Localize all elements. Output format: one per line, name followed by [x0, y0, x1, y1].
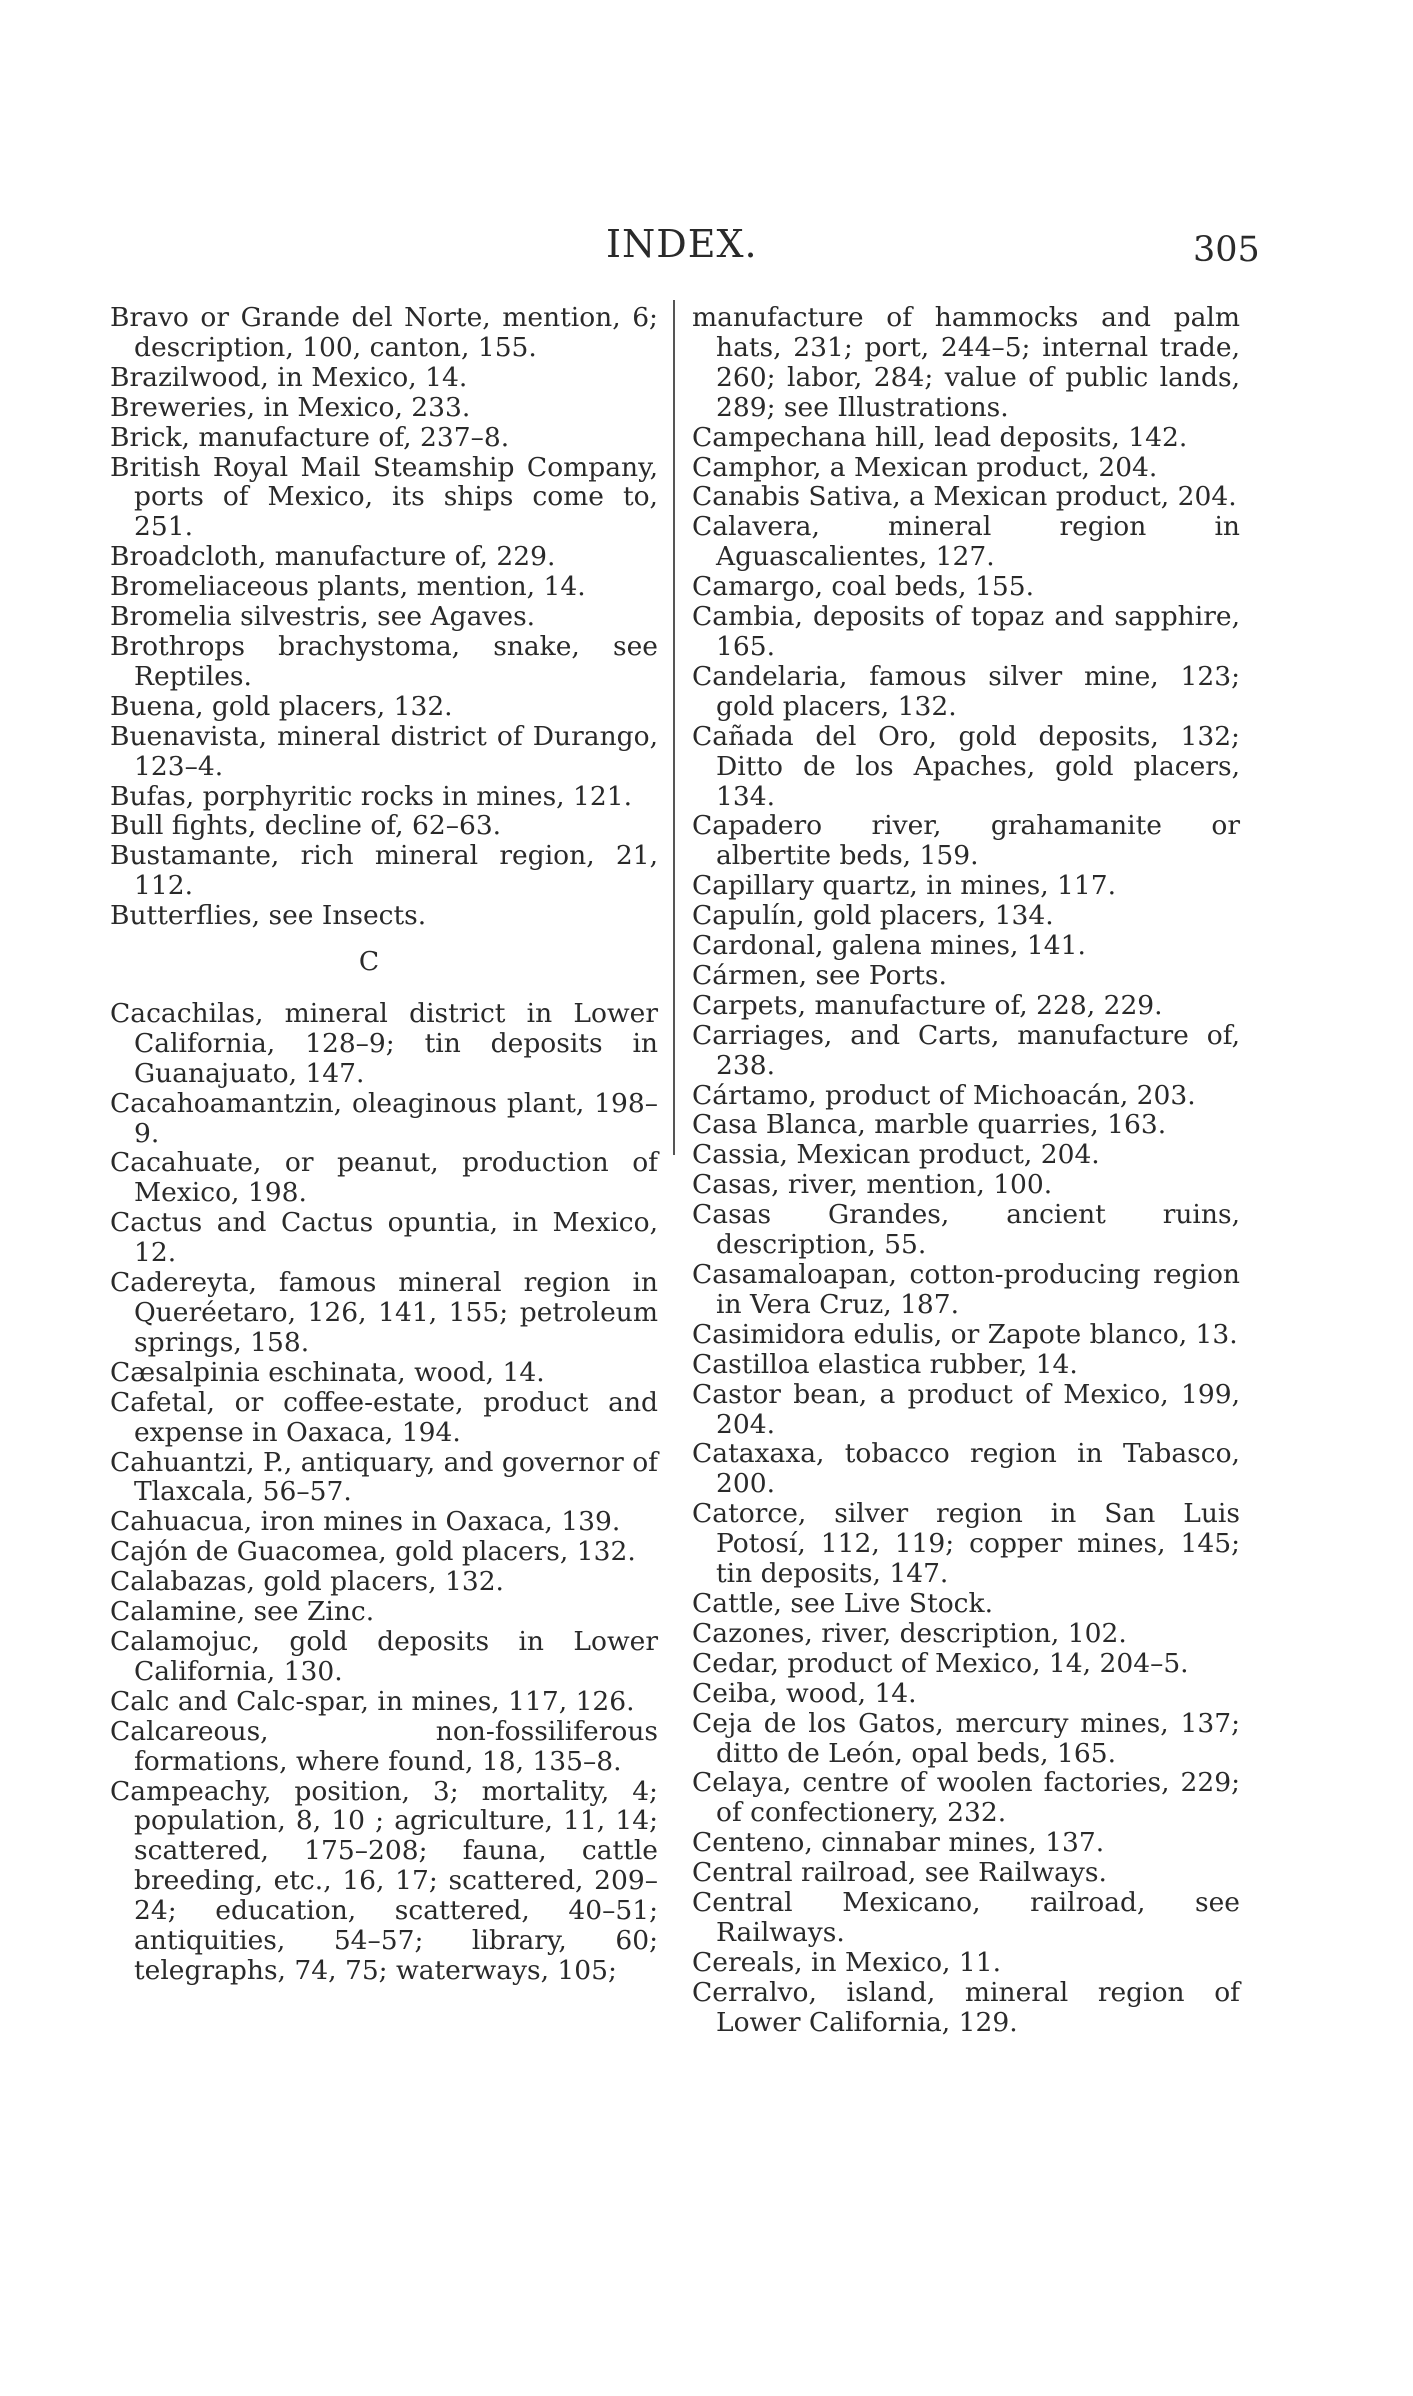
index-entry: Bromelia silvestris, see Agaves.: [110, 601, 536, 633]
index-entry: Carriages, and Carts, manufacture of, 238.: [692, 1019, 1240, 1081]
index-entry: Cármen, see Ports.: [692, 959, 947, 991]
index-entry: Brick, manufacture of, 237–8.: [110, 421, 510, 453]
index-entry: Casamaloapan, cotton-producing region in Vera Cruz, 187.: [692, 1259, 1240, 1320]
index-entry: Ceja de los Gatos, mercury mines, 137; ditto de León, opal beds, 165.: [692, 1707, 1240, 1769]
index-entry: Ceiba, wood, 14.: [692, 1677, 917, 1709]
index-entry: Castor bean, a product of Mexico, 199, 204.: [692, 1378, 1240, 1440]
index-entry: Cártamo, product of Michoacán, 203.: [692, 1079, 1196, 1111]
index-entry: Candelaria, famous silver mine, 123; gold placers, 132.: [692, 660, 1240, 722]
index-entry: Casas, river, mention, 100.: [692, 1169, 1053, 1201]
index-entry: Cahuacua, iron mines in Oaxaca, 139.: [110, 1506, 621, 1538]
index-entry: Canabis Sativa, a Mexican product, 204.: [692, 481, 1237, 513]
index-entry: Calabazas, gold placers, 132.: [110, 1566, 504, 1598]
index-entry: Cardonal, galena mines, 141.: [692, 930, 1086, 962]
index-entry: Buena, gold placers, 132.: [110, 690, 453, 722]
index-entry: Butterflies, see Insects.: [110, 900, 427, 932]
index-entry: Cacahoamantzin, oleaginous plant, 198–9.: [110, 1087, 658, 1149]
index-entry: Calcareous, non-fossiliferous formations, where found, 18, 135–8.: [110, 1715, 658, 1777]
index-entry: Bustamante, rich mineral region, 21, 112.: [110, 840, 658, 902]
column-divider: [673, 300, 675, 1155]
index-entry: Bravo or Grande del Norte, mention, 6; description, 100, canton, 155.: [110, 302, 658, 363]
index-entry: Centeno, cinnabar mines, 137.: [692, 1827, 1105, 1859]
section-letter: C: [358, 946, 380, 978]
index-entry: Casimidora edulis, or Zapote blanco, 13.: [692, 1318, 1238, 1350]
index-entry: Cahuantzi, P., antiquary, and governor of Tlaxcala, 56–57.: [110, 1446, 658, 1508]
index-entry: Cassia, Mexican product, 204.: [692, 1139, 1100, 1171]
index-entry: Calc and Calc-spar, in mines, 117, 126.: [110, 1685, 635, 1717]
index-entry: Cacachilas, mineral district in Lower California, 128–9; tin deposits in Guanajuato, 147.: [110, 997, 658, 1089]
index-entry: Celaya, centre of woolen factories, 229; of confectionery, 232.: [692, 1767, 1240, 1829]
index-entry: Cattle, see Live Stock.: [692, 1587, 993, 1619]
index-entry: Calamine, see Zinc.: [110, 1596, 375, 1628]
index-entry: Cadereyta, famous mineral region in Queréetaro, 126, 141, 155; petroleum springs, 158.: [110, 1267, 658, 1358]
index-entry: Cafetal, or coffee-estate, product and expense in Oaxaca, 194.: [110, 1386, 658, 1448]
index-entry: Casas Grandes, ancient ruins, description, 55.: [692, 1199, 1240, 1261]
index-entry: Cactus and Cactus opuntia, in Mexico, 12.: [110, 1207, 658, 1269]
left-column: [110, 303, 658, 1986]
index-entry: Buenavista, mineral district of Durango, 123–4.: [110, 720, 658, 782]
index-entry: Camphor, a Mexican product, 204.: [692, 451, 1158, 483]
index-entry: Campechana hill, lead deposits, 142.: [692, 421, 1188, 453]
index-entry: Calamojuc, gold deposits in Lower California, 130.: [110, 1625, 658, 1687]
page-header: [110, 222, 1290, 282]
index-entry: Carpets, manufacture of, 228, 229.: [692, 989, 1163, 1021]
index-entry: Cajón de Guacomea, gold placers, 132.: [110, 1536, 636, 1568]
right-column: [692, 303, 1240, 2038]
index-entry: Bufas, porphyritic rocks in mines, 121.: [110, 780, 633, 812]
index-entry: Campeachy, position, 3; mortality, 4; population, 8, 10 ; agriculture, 11, 14; scattered, 175–208; fauna, cattle breeding, etc., 16, 17; scattered, 209–24; education, scattered, 40–51; antiquities, 54–57; library, 60; telegraphs, 74, 75; waterways, 105;: [110, 1775, 658, 1986]
index-entry: Cereals, in Mexico, 11.: [692, 1946, 1002, 1978]
index-entry: Cazones, river, description, 102.: [692, 1617, 1127, 1649]
index-entry: Cedar, product of Mexico, 14, 204–5.: [692, 1647, 1189, 1679]
index-entry: Catorce, silver region in San Luis Potosí, 112, 119; copper mines, 145; tin deposits, 147.: [692, 1498, 1240, 1590]
index-entry: Central Mexicano, railroad, see Railways.: [692, 1887, 1240, 1948]
index-entry: Capadero river, grahamanite or albertite beds, 159.: [692, 810, 1240, 872]
page-number: 305: [1193, 230, 1260, 270]
index-entry: Capulín, gold placers, 134.: [692, 900, 1054, 932]
index-entry: manufacture of hammocks and palm hats, 231; port, 244–5; internal trade, 260; labor, 284; value of public lands, 289; see Illustrations.: [692, 302, 1240, 423]
index-entry: Cataxaxa, tobacco region in Tabasco, 200.: [692, 1438, 1240, 1500]
index-entry: Breweries, in Mexico, 233.: [110, 391, 471, 423]
index-entry: Cambia, deposits of topaz and sapphire, 165.: [692, 601, 1240, 662]
index-entry: Bromeliaceous plants, mention, 14.: [110, 571, 586, 603]
index-entry: Central railroad, see Railways.: [692, 1857, 1107, 1889]
index-entry: Cerralvo, island, mineral region of Lower California, 129.: [692, 1976, 1240, 2038]
page-title: INDEX.: [606, 222, 758, 266]
index-entry: Cæsalpinia eschinata, wood, 14.: [110, 1356, 545, 1388]
index-entry: Calavera, mineral region in Aguascalientes, 127.: [692, 511, 1240, 573]
index-entry: British Royal Mail Steamship Company, ports of Mexico, its ships come to, 251.: [110, 451, 658, 543]
index-entry: Capillary quartz, in mines, 117.: [692, 870, 1117, 902]
index-entry: Casa Blanca, marble quarries, 163.: [692, 1109, 1167, 1141]
index-entry: Cañada del Oro, gold deposits, 132; Ditto de los Apaches, gold placers, 134.: [692, 720, 1240, 812]
index-entry: Broadcloth, manufacture of, 229.: [110, 541, 556, 573]
index-entry: Camargo, coal beds, 155.: [692, 571, 1034, 603]
index-entry: Cacahuate, or peanut, production of Mexico, 198.: [110, 1147, 658, 1209]
index-entry: Brazilwood, in Mexico, 14.: [110, 361, 468, 393]
index-entry: Brothrops brachystoma, snake, see Reptiles.: [110, 630, 658, 692]
index-entry: Bull fights, decline of, 62–63.: [110, 810, 502, 842]
index-entry: Castilloa elastica rubber, 14.: [692, 1348, 1078, 1380]
